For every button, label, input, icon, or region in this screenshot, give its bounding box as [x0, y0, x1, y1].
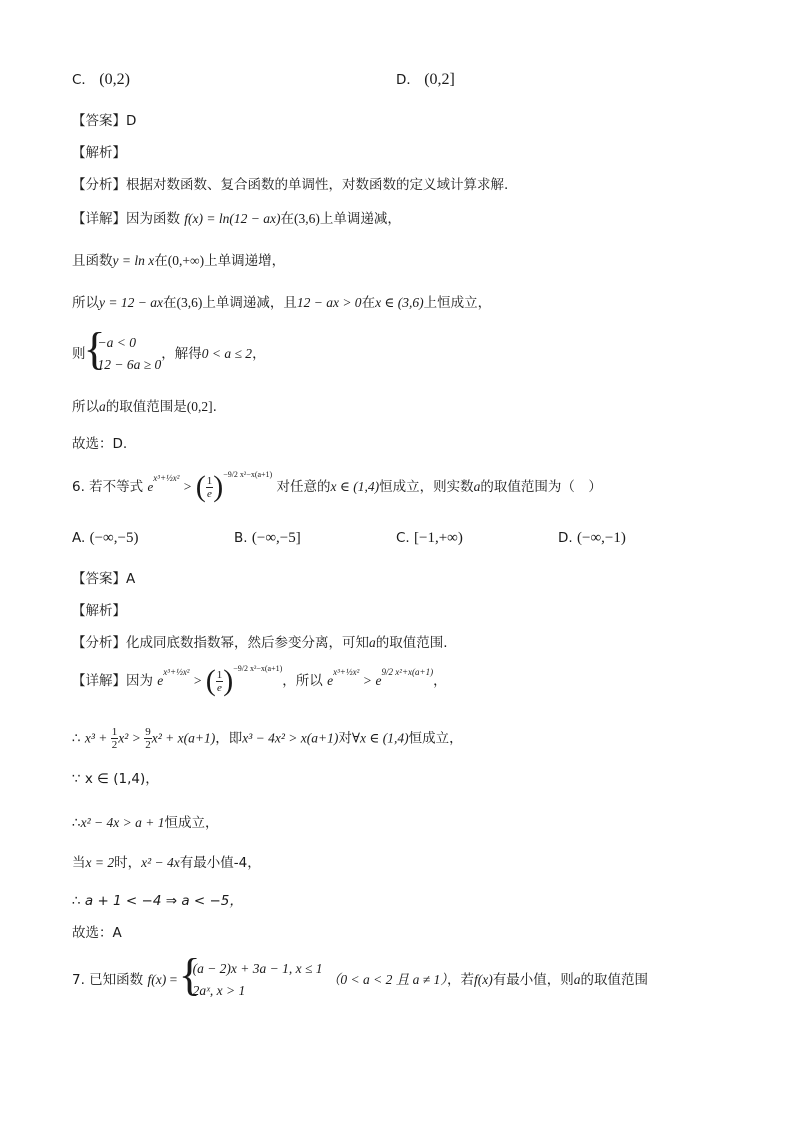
detail-line-4 — [72, 811, 218, 831]
math-expr: x² > — [118, 730, 145, 746]
math-expr: f(x) = ln(12 − ax) — [184, 211, 281, 226]
text: 上单调递增， — [204, 253, 286, 269]
text: 因为 — [126, 673, 153, 689]
text: 恒成立， — [408, 730, 463, 747]
option-value: (−∞,−1) — [576, 530, 626, 546]
answer-line — [72, 567, 135, 587]
fraction: $\frac{1}{e}$ — [216, 668, 223, 694]
case-row: 2aˣ, x > 1 — [192, 983, 246, 998]
math-expr: x² − 4x — [141, 855, 180, 870]
answer-value: D — [126, 113, 137, 129]
text: 时， — [114, 855, 142, 871]
math-interval: (0,+∞) — [167, 253, 205, 268]
answer-tag: 【答案】 — [72, 113, 126, 129]
math-expr: y = 12 − ax — [99, 295, 163, 310]
text: ，所以 — [282, 673, 323, 689]
gt-sign: > — [193, 673, 202, 688]
math-var: a — [99, 399, 106, 414]
paren: ) — [223, 664, 234, 697]
jiexi-heading: 【解析】 — [72, 603, 126, 619]
detail-line-6: ∴ a + 1 < −4 ⇒ a < −5， — [72, 893, 243, 909]
text: 化成同底数指数幂，然后参变分离，可知 — [126, 635, 369, 651]
math-expr: x ∈ (1,4) — [330, 479, 380, 494]
exp-expr: $e^{x^3+\frac{1}{2}x^2}$ — [327, 667, 360, 688]
detail-line-3 — [72, 291, 491, 311]
math-expr: 0 < a ≤ 2 — [201, 346, 253, 361]
text: 在 — [154, 253, 168, 269]
option-value: (−∞,−5] — [251, 530, 301, 546]
math-interval: (0,2] — [186, 399, 213, 414]
question-6 — [72, 470, 602, 504]
text: . — [212, 399, 217, 415]
paren: ( — [195, 470, 206, 503]
piecewise-function — [181, 958, 323, 1002]
option-c — [396, 530, 463, 547]
text: 的取值范围是 — [105, 399, 187, 415]
text: 有最小值-4， — [179, 855, 261, 871]
text: ∴ — [72, 815, 81, 831]
option-label: B. — [234, 530, 248, 546]
exponent: −9/2 x²−x(a+1) — [233, 664, 283, 673]
case-row: { (a − 2)x + 3a − 1, x ≤ 1 — [192, 961, 323, 976]
text: 上单调递减，且 — [202, 295, 297, 311]
text: 所以 — [72, 399, 99, 415]
math-expr: x³ − 4x² > x(a+1) — [242, 730, 339, 746]
math-var: a — [473, 479, 481, 494]
system-row: { −a < 0 — [97, 335, 136, 350]
math-expr: x² − 4x > a + 1 — [80, 815, 165, 830]
math-interval: (3,6) — [293, 211, 320, 226]
gt-sign: > — [363, 673, 372, 688]
text: 在 — [361, 295, 376, 311]
detail-line-5 — [72, 395, 217, 415]
exp-expr: $e^{x^3+\frac{1}{2}x^2}$ — [147, 473, 180, 494]
answer-value: A — [126, 571, 136, 587]
option-label: C． — [72, 72, 95, 88]
text: 当 — [72, 855, 86, 871]
option-value: [−1,+∞) — [414, 530, 463, 546]
text: 因为函数 — [126, 211, 180, 227]
math-expr: 12 − ax > 0 — [296, 295, 362, 310]
detail-line-1 — [72, 207, 401, 227]
math-var: a — [573, 972, 581, 987]
fenxi-line — [72, 631, 448, 651]
equals: = — [166, 972, 181, 987]
text: ， — [433, 673, 447, 689]
text: ，即 — [215, 730, 243, 747]
math-expr: x³ + — [84, 730, 111, 746]
math-expr: x ∈ (3,6) — [375, 295, 424, 310]
condition: （0 < a < 2 且 a ≠ 1） — [326, 972, 447, 987]
text: 有最小值，则 — [492, 972, 574, 988]
question-7 — [72, 958, 648, 1002]
math-expr: x² + x(a+1) — [151, 730, 216, 746]
option-label: A. — [72, 530, 86, 546]
text: 上恒成立， — [423, 295, 492, 311]
text: 所以 — [72, 295, 99, 311]
math-expr: ∀x ∈ (1,4) — [351, 730, 409, 746]
fenxi-tag: 【分析】 — [72, 177, 126, 193]
text: ，解得 — [161, 346, 202, 362]
text: 的取值范围为（ ） — [480, 479, 602, 495]
fenxi-tag: 【分析】 — [72, 635, 126, 651]
gt-sign: > — [183, 479, 192, 494]
detail-line-5 — [72, 851, 261, 871]
option-value: (0,2) — [99, 71, 130, 88]
fenxi-text: 根据对数函数、复合函数的单调性，对数函数的定义域计算求解. — [126, 177, 509, 193]
jiexi-heading: 【解析】 — [72, 145, 126, 161]
math-expr: x = 2 — [85, 855, 115, 870]
option-value: (−∞,−5) — [89, 530, 139, 546]
option-c — [72, 68, 130, 89]
option-a — [72, 530, 138, 547]
option-d — [396, 68, 455, 89]
math-var: a — [369, 635, 376, 650]
choose-line: 故选：A — [72, 925, 122, 941]
exp-expr: $e^{9/2 x^2+x(a+1)}$ — [375, 667, 434, 688]
fenxi-line — [72, 173, 508, 193]
answer-tag: 【答案】 — [72, 571, 126, 587]
math-expr: y = ln x — [112, 253, 155, 268]
paren: ) — [213, 470, 224, 503]
text: ，若 — [446, 972, 474, 988]
paren: ( — [205, 664, 216, 697]
text: 在 — [162, 295, 177, 311]
detail-line-1 — [72, 664, 447, 698]
text: 的取值范围 — [580, 972, 648, 988]
text: 恒成立， — [164, 815, 219, 831]
answer-line — [72, 109, 136, 129]
option-b — [234, 530, 301, 547]
system-row: 12 − 6a ≥ 0 — [97, 357, 162, 372]
text: 在 — [280, 211, 294, 227]
detail-line-3: ∵ x ∈ (1,4)， — [72, 771, 159, 787]
text: ， — [252, 346, 266, 362]
text: 则 — [72, 346, 86, 362]
detail-line-4 — [72, 332, 266, 376]
text: 对任意的 — [276, 479, 331, 495]
detail-tag: 【详解】 — [72, 211, 126, 227]
text: 的取值范围. — [375, 635, 448, 651]
detail-tag: 【详解】 — [72, 673, 126, 689]
option-label: C. — [396, 530, 410, 546]
text: 且函数 — [72, 253, 113, 269]
fraction: $\frac{9}{2}$ — [145, 726, 151, 751]
text: ∴ — [72, 730, 81, 747]
text: 对 — [338, 730, 352, 747]
text: 上单调递减， — [319, 211, 401, 227]
choose-line: 故选：D. — [72, 436, 128, 452]
exponent: −9/2 x²−x(a+1) — [223, 470, 273, 479]
option-label: D. — [558, 530, 573, 546]
question-number: 6. 若不等式 — [72, 479, 144, 495]
fraction: $\frac{1}{2}$ — [111, 726, 118, 751]
math-expr: f(x) — [473, 972, 493, 987]
fraction: $\frac{1}{e}$ — [206, 474, 213, 500]
math-expr: f(x) — [147, 972, 167, 987]
math-interval: (3,6) — [176, 295, 203, 310]
option-label: D． — [396, 72, 420, 88]
detail-line-2 — [72, 249, 285, 269]
exp-expr: $e^{x^3+\frac{1}{2}x^2}$ — [157, 667, 190, 688]
equation-system — [86, 332, 162, 376]
option-value: (0,2] — [424, 71, 455, 88]
detail-line-2 — [72, 726, 463, 751]
question-number: 7. 已知函数 — [72, 972, 144, 988]
text: 恒成立，则实数 — [379, 479, 474, 495]
option-d — [558, 530, 626, 547]
